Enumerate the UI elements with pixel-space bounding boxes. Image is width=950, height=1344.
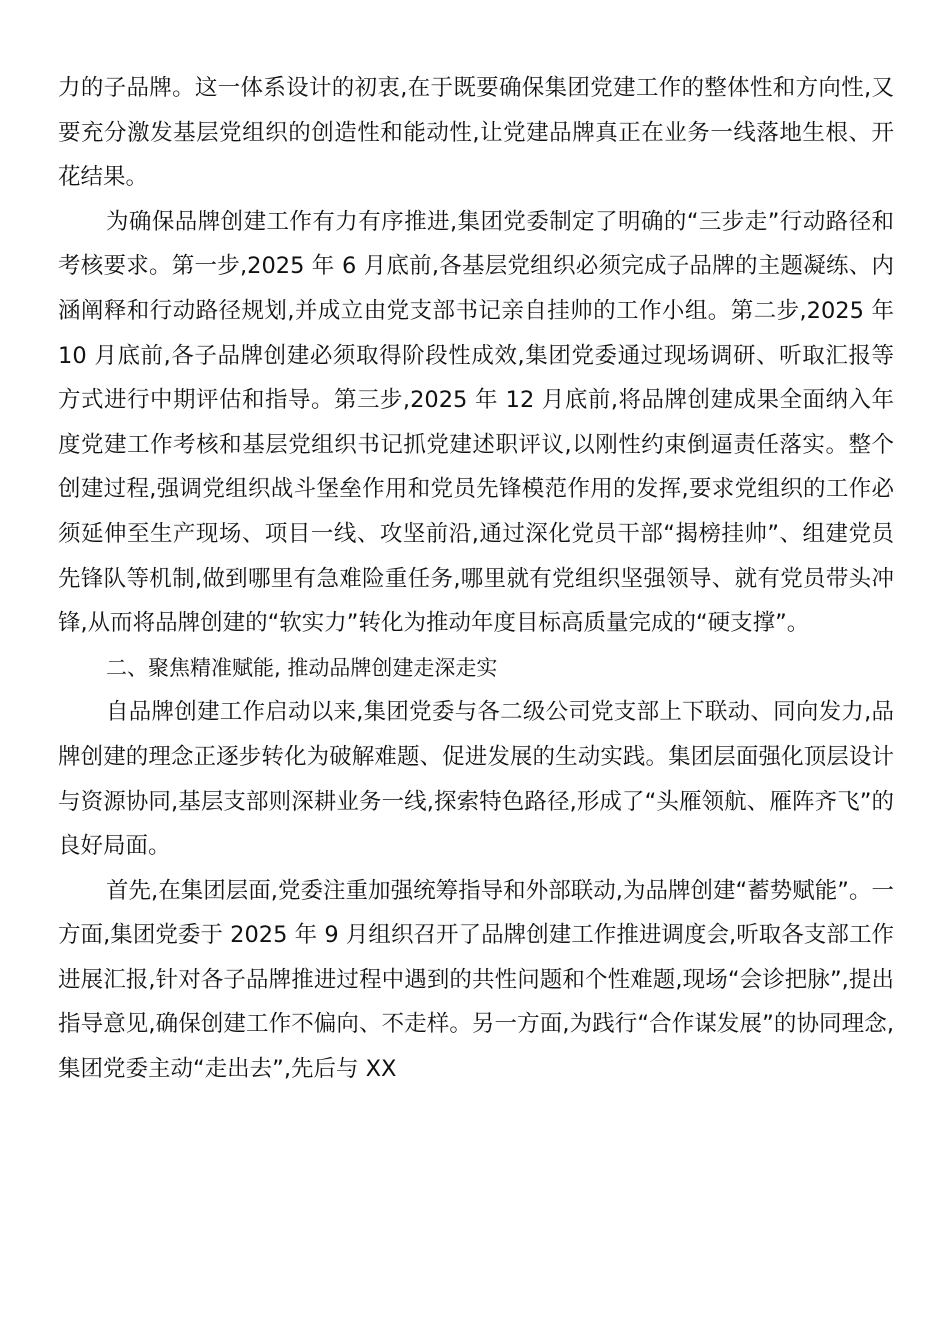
paragraph-3: 自品牌创建工作启动以来,集团党委与各二级公司党支部上下联动、同向发力,品牌创建的理念正逐步转化为破解难题、促进发展的生动实践。集团层面强化顶层设计与资源协同,基层支部则深耕业务一线,探索特色路径,形成了“头雁领航、雁阵齐飞”的良好局面。 (58, 699, 894, 860)
section-heading: 二、聚焦精准赋能, 推动品牌创建走深走实 (106, 655, 498, 680)
paragraph-1: 力的子品牌。这一体系设计的初衷,在于既要确保集团党建工作的整体性和方向性,又要充分激发基层党组织的创造性和能动性,让党建品牌真正在业务一线落地生根、开花结果。 (58, 75, 894, 191)
paragraph-4: 首先,在集团层面,党委注重加强统筹指导和外部联动,为品牌创建“蓄势赋能”。一方面,集团党委于 2025 年 9 月组织召开了品牌创建工作推进调度会,听取各支部工作进展汇报,针对各子品牌推进过程中遇到的共性问题和个性难题,现场“会诊把脉”,提出指导意见,确保创建工作不偏向、不走样。另一方面,为践行“合作谋发展”的协同理念,集团党委主动“走出去”,先后与 XX (58, 877, 894, 1083)
document-page (58, 66, 894, 1092)
paragraph-2: 为确保品牌创建工作有力有序推进,集团党委制定了明确的“三步走”行动路径和考核要求。第一步,2025 年 6 月底前,各基层党组织必须完成子品牌的主题凝练、内涵阐释和行动路径规划,并成立由党支部书记亲自挂帅的工作小组。第二步,2025 年 10 月底前,各子品牌创建必须取得阶段性成效,集团党委通过现场调研、听取汇报等方式进行中期评估和指导。第三步,2025 年 12 月底前,将品牌创建成果全面纳入年度党建工作考核和基层党组织书记抓党建述职评议,以刚性约束倒逼责任落实。整个创建过程,强调党组织战斗堡垒作用和党员先锋模范作用的发挥,要求党组织的工作必须延伸至生产现场、项目一线、攻坚前沿,通过深化党员干部“揭榜挂帅”、组建党员先锋队等机制,做到哪里有急难险重任务,哪里就有党组织坚强领导、就有党员带头冲锋,从而将品牌创建的“软实力”转化为推动年度目标高质量完成的“硬支撑”。 (58, 208, 894, 637)
